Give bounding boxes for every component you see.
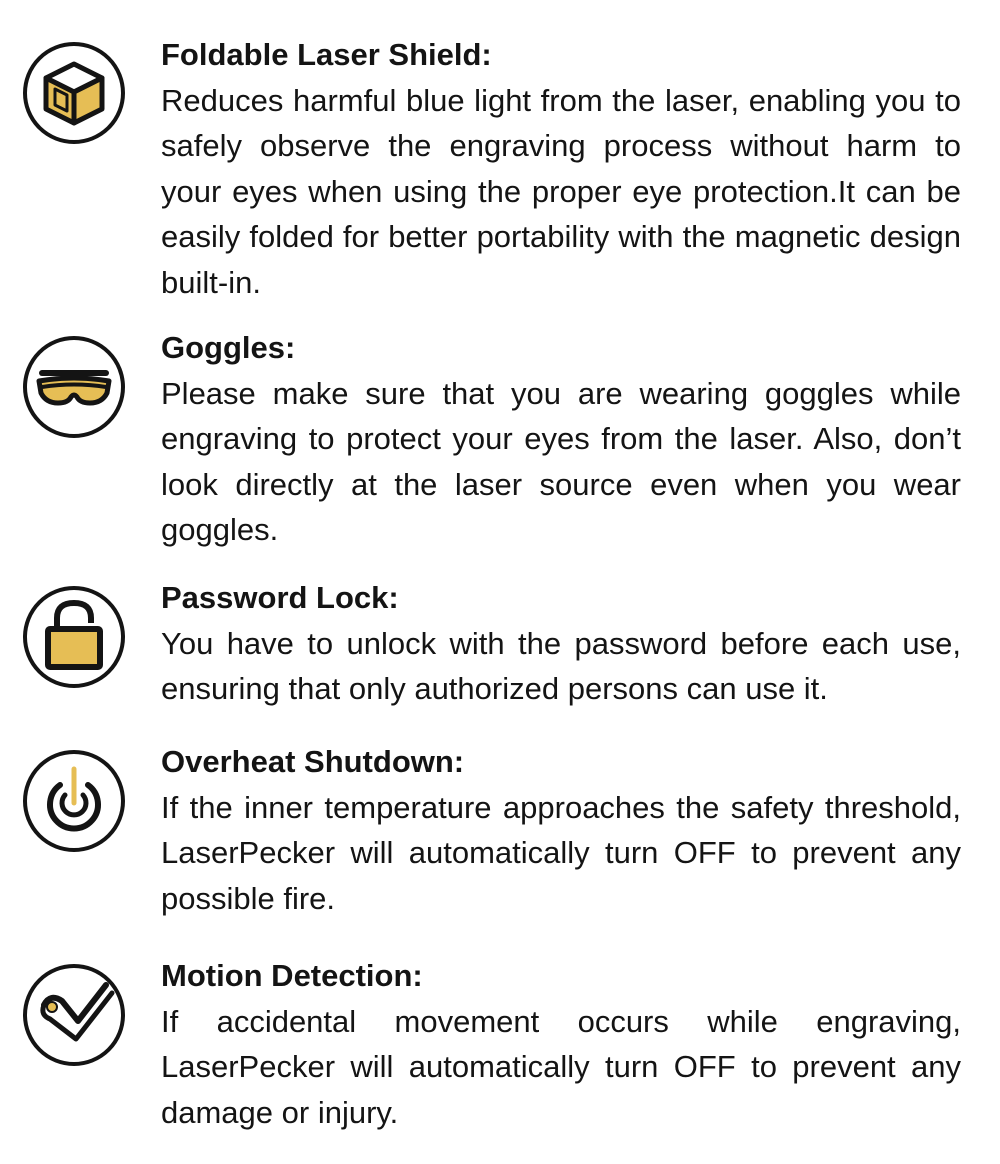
feature-title: Password Lock: xyxy=(161,580,399,615)
padlock-icon xyxy=(22,585,126,689)
feature-title: Goggles: xyxy=(161,330,296,365)
cube-icon xyxy=(22,41,126,145)
feature-description: You have to unlock with the password before each use, ensuring that only authorized persons can use it. xyxy=(161,625,961,706)
power-icon xyxy=(22,749,126,853)
feature-description: Reduces harmful blue light from the laser, enabling you to safely observe the engraving process without harm to your eyes when using the proper eye protection.It can be easily folded for better portability with the magnetic design built-in. xyxy=(161,82,961,300)
motion-detection-icon xyxy=(22,963,126,1067)
feature-title: Overheat Shutdown: xyxy=(161,744,465,779)
feature-title: Motion Detection: xyxy=(161,958,423,993)
feature-description: If the inner temperature approaches the safety threshold, LaserPecker will automatically turn OFF to prevent any possible fire. xyxy=(161,789,961,916)
feature-description: Please make sure that you are wearing goggles while engraving to protect your eyes from the laser. Also, don’t look directly at the laser source even when you wear goggles. xyxy=(161,375,961,547)
feature-title: Foldable Laser Shield: xyxy=(161,37,492,72)
goggles-icon xyxy=(22,335,126,439)
feature-description: If accidental movement occurs while engraving, LaserPecker will automatically turn OFF to prevent any damage or injury. xyxy=(161,1003,961,1130)
